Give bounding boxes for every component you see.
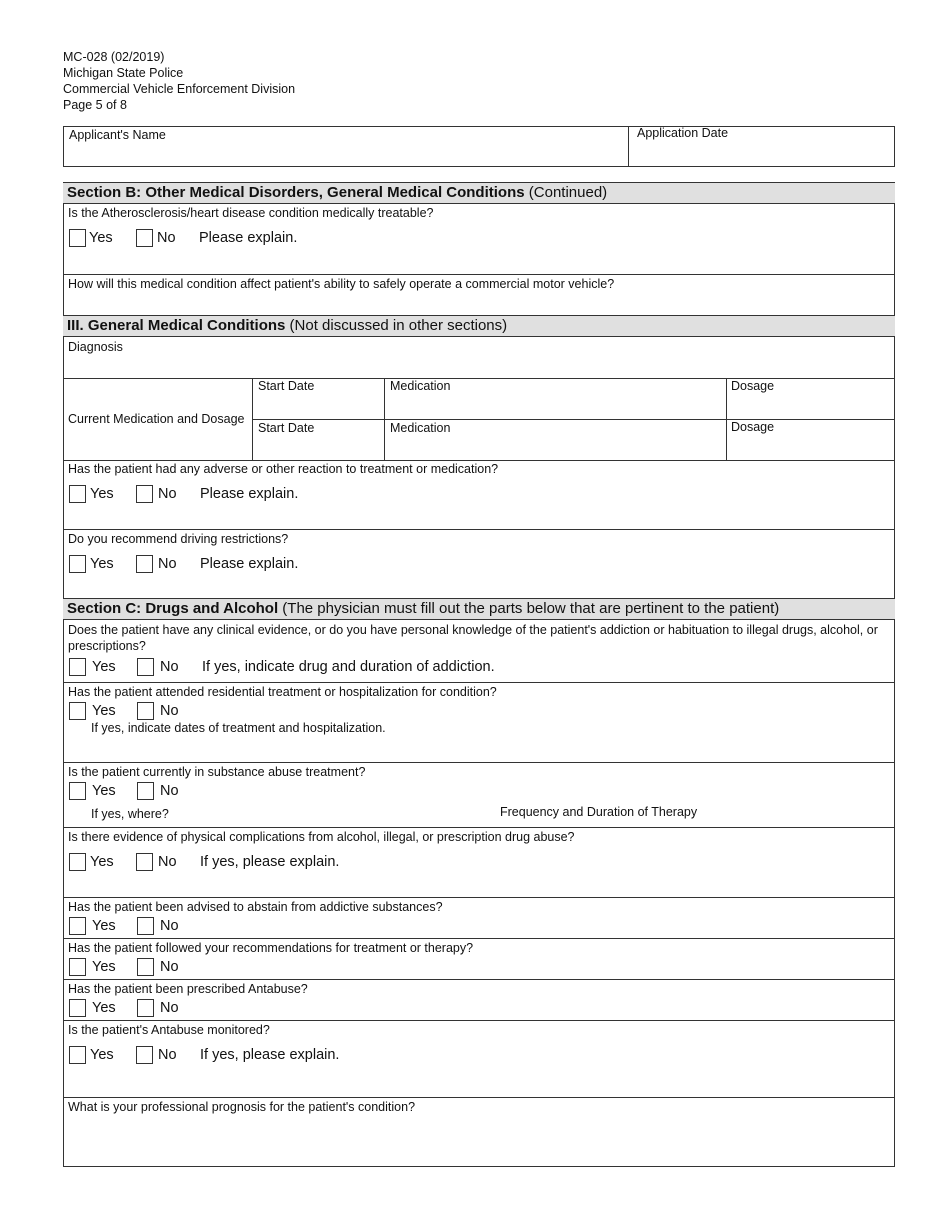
complications-yes-checkbox[interactable] <box>69 853 86 871</box>
complications-yes-label: Yes <box>90 854 114 870</box>
question-abstain: Has the patient been advised to abstain from addictive substances? <box>68 900 443 914</box>
monitored-explain-label: If yes, please explain. <box>200 1047 340 1063</box>
abstain-yes-checkbox[interactable] <box>69 917 86 935</box>
divider <box>63 274 895 275</box>
divider <box>63 979 895 980</box>
question-substance: Is the patient currently in substance abuse treatment? <box>68 765 366 779</box>
treatable-no-checkbox[interactable] <box>136 229 153 247</box>
antabuse-yes-label: Yes <box>92 1000 116 1016</box>
question-reaction: Has the patient had any adverse or other reaction to treatment or medication? <box>68 462 499 476</box>
section-iii-header <box>63 315 895 337</box>
frequency-label: Frequency and Duration of Therapy <box>500 805 698 819</box>
followed-yes-label: Yes <box>92 959 116 975</box>
page-number: Page 5 of 8 <box>63 98 127 112</box>
question-residential: Has the patient attended residential treatment or hospitalization for condition? <box>68 685 497 699</box>
medication-label-2: Medication <box>390 421 451 435</box>
substance-yes-label: Yes <box>92 783 116 799</box>
monitored-yes-label: Yes <box>90 1047 114 1063</box>
divider <box>63 529 895 530</box>
question-evidence-line2: prescriptions? <box>68 639 146 653</box>
evidence-ifyes-label: If yes, indicate drug and duration of addiction. <box>202 659 495 675</box>
antabuse-no-checkbox[interactable] <box>137 999 154 1017</box>
question-evidence-line1: Does the patient have any clinical evidence, or do you have personal knowledge of the patient's addiction or habituation to illegal drugs, alcohol, or <box>68 623 878 637</box>
residential-no-label: No <box>160 703 179 719</box>
substance-no-label: No <box>160 783 179 799</box>
substance-yes-checkbox[interactable] <box>69 782 86 800</box>
question-antabuse: Has the patient been prescribed Antabuse? <box>68 982 308 996</box>
evidence-yes-label: Yes <box>92 659 116 675</box>
question-prognosis: What is your professional prognosis for the patient's condition? <box>68 1100 416 1114</box>
section-c-subtitle: (The physician must fill out the parts below that are pertinent to the patient) <box>278 600 780 617</box>
restrictions-yes-checkbox[interactable] <box>69 555 86 573</box>
agency-name: Michigan State Police <box>63 66 184 80</box>
application-date-label: Application Date <box>637 126 729 140</box>
restrictions-yes-label: Yes <box>90 556 114 572</box>
section-c-title: Section C: Drugs and Alcohol <box>67 600 279 617</box>
evidence-yes-checkbox[interactable] <box>69 658 86 676</box>
question-affect: How will this medical condition affect patient's ability to safely operate a commercial motor vehicle? <box>68 277 615 291</box>
divider <box>63 938 895 939</box>
question-complications: Is there evidence of physical complications from alcohol, illegal, or prescription drug abuse? <box>68 830 575 844</box>
followed-yes-checkbox[interactable] <box>69 958 86 976</box>
restrictions-no-label: No <box>158 556 177 572</box>
section-c-header <box>63 598 895 620</box>
form-id: MC-028 (02/2019) <box>63 50 165 64</box>
current-medication-label: Current Medication and Dosage <box>68 412 245 426</box>
section-b-title: Section B: Other Medical Disorders, General Medical Conditions <box>67 184 525 201</box>
question-restrictions: Do you recommend driving restrictions? <box>68 532 289 546</box>
residential-ifyes-label: If yes, indicate dates of treatment and hospitalization. <box>91 721 386 735</box>
question-treatable: Is the Atherosclerosis/heart disease condition medically treatable? <box>68 206 434 220</box>
section-iii-title: III. General Medical Conditions <box>67 317 286 334</box>
section-b-subtitle: (Continued) <box>524 184 608 201</box>
complications-no-checkbox[interactable] <box>136 853 153 871</box>
residential-no-checkbox[interactable] <box>137 702 154 720</box>
dosage-label-2: Dosage <box>731 420 775 434</box>
treatable-explain-label: Please explain. <box>199 230 298 246</box>
divider <box>63 762 895 763</box>
diagnosis-label: Diagnosis <box>68 340 123 354</box>
divider <box>63 682 895 683</box>
medication-label-1: Medication <box>390 379 451 393</box>
form-header <box>63 49 295 113</box>
dosage-label-1: Dosage <box>731 379 775 393</box>
section-iii-subtitle: (Not discussed in other sections) <box>285 317 508 334</box>
divider <box>726 378 727 460</box>
divider <box>252 419 895 420</box>
divider <box>63 827 895 828</box>
divider <box>384 378 385 460</box>
antabuse-no-label: No <box>160 1000 179 1016</box>
prognosis-field[interactable] <box>68 1118 890 1162</box>
monitored-no-checkbox[interactable] <box>136 1046 153 1064</box>
divider <box>63 897 895 898</box>
antabuse-yes-checkbox[interactable] <box>69 999 86 1017</box>
start-date-label-1: Start Date <box>258 379 315 393</box>
divider <box>63 1020 895 1021</box>
substance-where-label: If yes, where? <box>91 807 169 821</box>
evidence-no-checkbox[interactable] <box>137 658 154 676</box>
reaction-yes-checkbox[interactable] <box>69 485 86 503</box>
followed-no-label: No <box>160 959 179 975</box>
residential-yes-label: Yes <box>92 703 116 719</box>
reaction-yes-label: Yes <box>90 486 114 502</box>
restrictions-no-checkbox[interactable] <box>136 555 153 573</box>
reaction-no-label: No <box>158 486 177 502</box>
applicant-name-field[interactable] <box>69 144 624 164</box>
complications-no-label: No <box>158 854 177 870</box>
start-date-label-2: Start Date <box>258 421 315 435</box>
substance-no-checkbox[interactable] <box>137 782 154 800</box>
evidence-no-label: No <box>160 659 179 675</box>
question-antabuse-monitored: Is the patient's Antabuse monitored? <box>68 1023 270 1037</box>
divider <box>252 378 253 460</box>
treatable-no-label: No <box>157 230 176 246</box>
abstain-no-checkbox[interactable] <box>137 917 154 935</box>
divider <box>63 460 895 461</box>
treatable-yes-checkbox[interactable] <box>69 229 86 247</box>
monitored-yes-checkbox[interactable] <box>69 1046 86 1064</box>
followed-no-checkbox[interactable] <box>137 958 154 976</box>
restrictions-explain-label: Please explain. <box>200 556 299 572</box>
abstain-no-label: No <box>160 918 179 934</box>
reaction-explain-label: Please explain. <box>200 486 299 502</box>
applicant-divider <box>628 126 629 167</box>
question-followed: Has the patient followed your recommendations for treatment or therapy? <box>68 941 474 955</box>
complications-explain-label: If yes, please explain. <box>200 854 340 870</box>
section-b-header <box>63 182 895 204</box>
division-name: Commercial Vehicle Enforcement Division <box>63 82 296 96</box>
abstain-yes-label: Yes <box>92 918 116 934</box>
divider <box>63 1097 895 1098</box>
applicant-name-label: Applicant's Name <box>69 128 166 142</box>
reaction-no-checkbox[interactable] <box>136 485 153 503</box>
residential-yes-checkbox[interactable] <box>69 702 86 720</box>
application-date-field[interactable] <box>634 144 890 164</box>
treatable-yes-label: Yes <box>89 230 113 246</box>
monitored-no-label: No <box>158 1047 177 1063</box>
